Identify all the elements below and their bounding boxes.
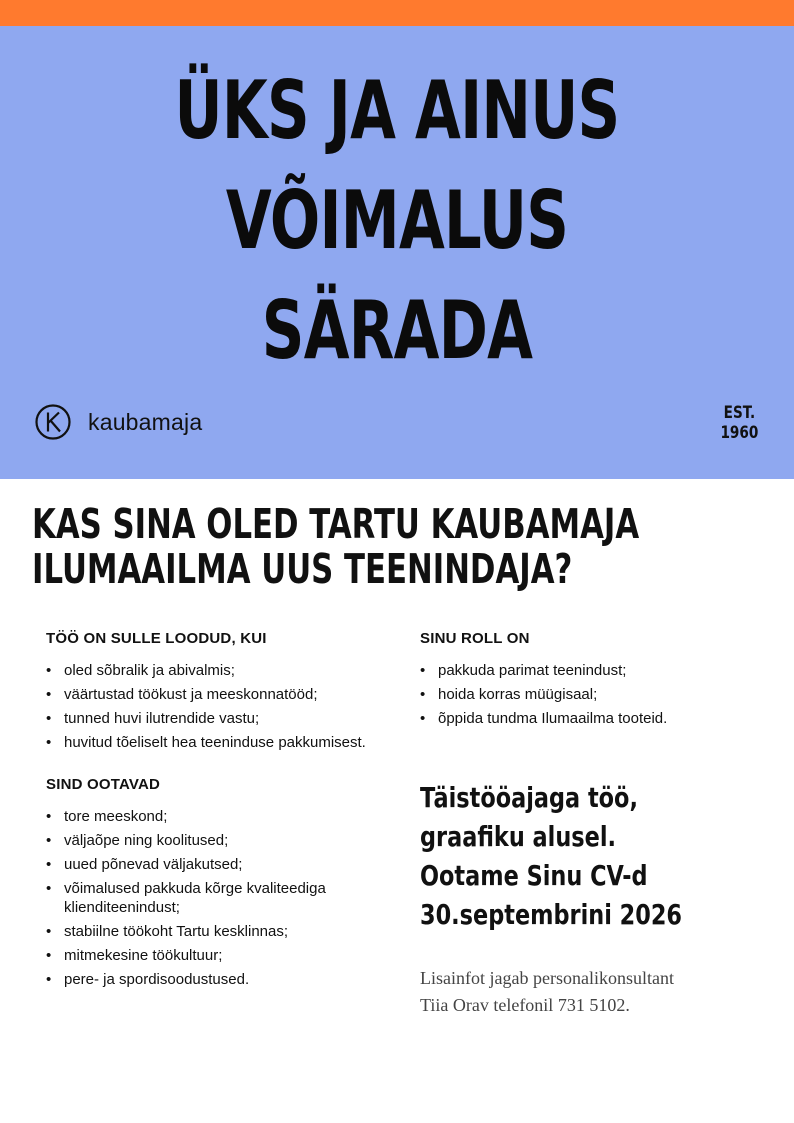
right-column [420, 630, 760, 733]
logo-wordmark: kaubamaja [88, 408, 203, 435]
k-circle-icon [35, 404, 71, 440]
list-item: • uued põnevad väljakutsed; [46, 855, 376, 874]
list-item: • pakkuda parimat teenindust; [420, 661, 760, 680]
list-item: • tore meeskond; [46, 807, 376, 826]
left-column [46, 630, 376, 994]
requirements-list [46, 661, 376, 752]
role-list [420, 661, 760, 728]
job-terms-line-2: graafiku alusel. [420, 820, 617, 853]
top-accent-stripe [0, 0, 794, 26]
hero-title-line-3: SÄRADA [261, 284, 533, 377]
list-item: • hoida korras müügisaal; [420, 685, 760, 704]
contact-line-1: Lisainfot jagab personalikonsultant [420, 968, 674, 988]
list-item: • võimalused pakkuda kõrge kvaliteediga klienditeenindust; [46, 879, 376, 917]
hero-banner [0, 26, 794, 479]
role-title: SINU ROLL ON [420, 630, 530, 647]
benefits-title: SIND OOTAVAD [46, 776, 161, 793]
requirements-title: TÖÖ ON SULLE LOODUD, KUI [46, 630, 267, 647]
list-item: • stabiilne töökoht Tartu kesklinnas; [46, 922, 376, 941]
job-terms-line-3: Ootame Sinu CV-d [420, 859, 648, 892]
hero-title-line-1: ÜKS JA AINUS [174, 64, 620, 157]
list-item: • tunned huvi ilutrendide vastu; [46, 709, 376, 728]
contact-info [420, 965, 674, 1019]
list-item: • väljaõpe ning koolitused; [46, 831, 376, 850]
job-headline-line-1: KAS SINA OLED TARTU KAUBAMAJA [32, 500, 640, 548]
job-headline-line-2: ILUMAAILMA UUS TEENINDAJA? [32, 545, 573, 593]
kaubamaja-logo [35, 402, 202, 442]
job-headline [32, 502, 639, 592]
job-terms [420, 778, 682, 934]
list-item: • väärtustad töökust ja meeskonnatööd; [46, 685, 376, 704]
est-label: EST. [723, 403, 755, 423]
established-badge [720, 403, 758, 443]
list-item: • pere- ja spordisoodustused. [46, 970, 376, 989]
est-year: 1960 [720, 423, 758, 443]
hero-title-line-2: VÕIMALUS [225, 174, 569, 267]
benefits-list [46, 807, 376, 989]
job-terms-line-1: Täistööajaga töö, [420, 781, 638, 814]
list-item: • õppida tundma Ilumaailma tooteid. [420, 709, 760, 728]
list-item: • mitmekesine töökultuur; [46, 946, 376, 965]
contact-line-2: Tiia Orav telefonil 731 5102. [420, 995, 630, 1015]
job-terms-line-4: 30.septembrini 2026 [420, 898, 683, 931]
list-item: • oled sõbralik ja abivalmis; [46, 661, 376, 680]
list-item: • huvitud tõeliselt hea teeninduse pakkumisest. [46, 733, 376, 752]
hero-title [103, 56, 691, 386]
